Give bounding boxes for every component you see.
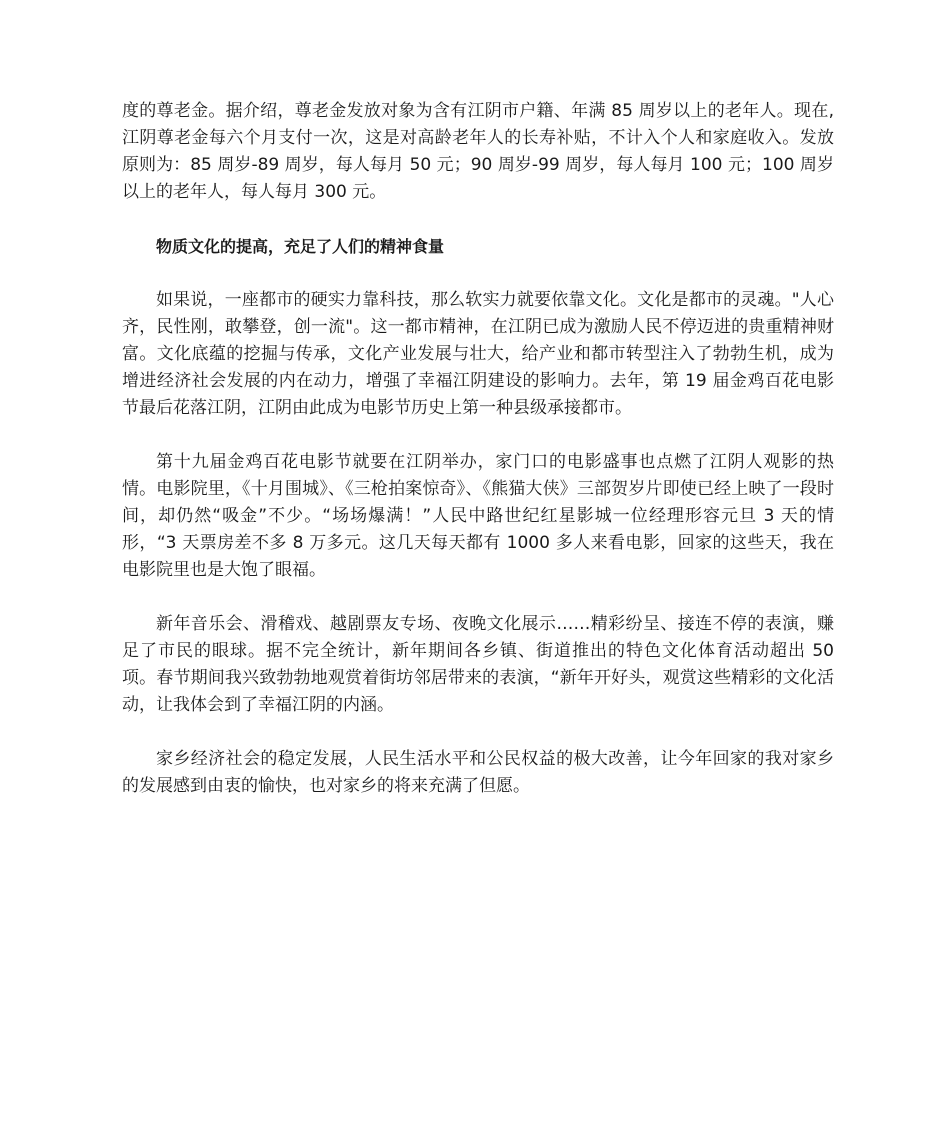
paragraph-soft-power: 如果说，一座都市的硬实力靠科技，那么软实力就要依靠文化。文化是都市的灵魂。"人心齐，民性刚，敢攀登，创一流"。这一都市精神，在江阴已成为激励人民不停迈进的贵重精神财富。文化底蕴的挖掘与传承，文化产业发展与壮大，给产业和都市转型注入了勃勃生机，成为增进经济社会发展的内在动力，增强了幸福江阴建设的影响力。去年，第 19 届金鸡百花电影节最后花落江阴，江阴由此成为电影节历史上第一种县级承接都市。 (122, 290, 834, 418)
paragraph-conclusion: 家乡经济社会的稳定发展，人民生活水平和公民权益的极大改善，让今年回家的我对家乡的发展感到由衷的愉快，也对家乡的将来充满了但愿。 (122, 749, 834, 796)
document-page (122, 98, 834, 827)
paragraph-new-year-shows: 新年音乐会、滑稽戏、越剧票友专场、夜晚文化展示……精彩纷呈、接连不停的表演，赚足了市民的眼球。据不完全统计，新年期间各乡镇、街道推出的特色文化体育活动超出 50 项。春节期间我兴致勃勃地观赏着街坊邻居带来的表演，“新年开好头，观赏这些精彩的文化活动，让我体会到了幸福江阴的内涵。 (122, 614, 834, 715)
section-heading: 物质文化的提高，充足了人们的精神食量 (156, 237, 445, 256)
paragraph-pension: 度的尊老金。据介绍，尊老金发放对象为含有江阴市户籍、年满 85 周岁以上的老年人。现在,江阴尊老金每六个月支付一次，这是对高龄老年人的长寿补贴，不计入个人和家庭收入。发放原则为：85 周岁-89 周岁，每人每月 50 元；90 周岁-99 周岁，每人每月 100 元；100 周岁以上的老年人，每人每月 300 元。 (122, 101, 834, 202)
paragraph-film-festival: 第十九届金鸡百花电影节就要在江阴举办，家门口的电影盛事也点燃了江阴人观影的热情。电影院里，《十月围城》、《三枪拍案惊奇》、《熊猫大侠》三部贺岁片即使已经上映了一段时间，却仍然“吸金”不少。“场场爆满！”人民中路世纪红星影城一位经理形容元旦 3 天的情形，“3 天票房差不多 8 万多元。这几天每天都有 1000 多人来看电影，回家的这些天，我在电影院里也是大饱了眼福。 (122, 452, 834, 580)
